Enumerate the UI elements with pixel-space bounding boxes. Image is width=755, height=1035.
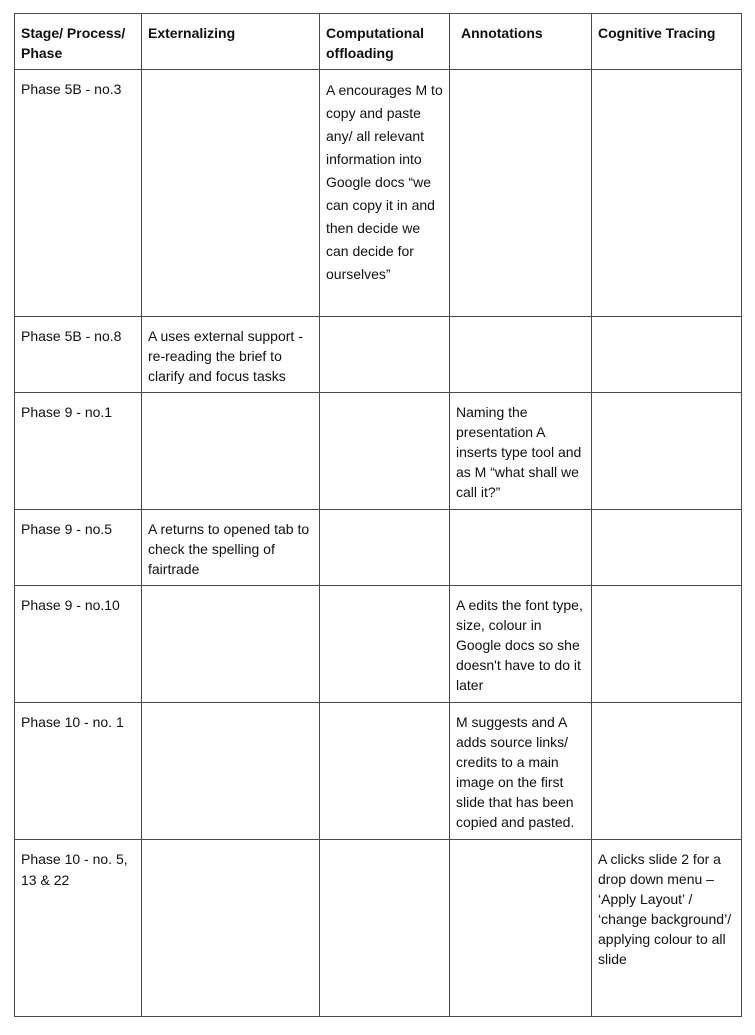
- externalizing-cell: A uses external support - re-reading the brief to clarify and focus tasks: [142, 317, 320, 393]
- externalizing-cell: [142, 703, 320, 840]
- table-row: [15, 393, 742, 510]
- annotations-cell: [450, 317, 592, 393]
- header-cognitive-tracing: Cognitive Tracing: [592, 14, 742, 70]
- computational-cell: [320, 703, 450, 840]
- cognitive-cell: [592, 317, 742, 393]
- cognitive-cell: [592, 510, 742, 586]
- stage-cell: Phase 5B - no.3: [15, 70, 142, 317]
- cognitive-cell: A clicks slide 2 for a drop down menu – ‘Apply Layout’ / ‘change background’/ applying colour to all slide: [592, 840, 742, 1017]
- table-row: [15, 586, 742, 703]
- stage-cell: Phase 9 - no.10: [15, 586, 142, 703]
- stage-cell: Phase 9 - no.1: [15, 393, 142, 510]
- computational-cell: [320, 317, 450, 393]
- computational-cell: [320, 510, 450, 586]
- annotations-cell: Naming the presentation A inserts type tool and as M “what shall we call it?”: [450, 393, 592, 510]
- header-row: [15, 14, 742, 70]
- header-annotations: Annotations: [450, 14, 592, 70]
- table-row: [15, 510, 742, 586]
- annotations-cell: [450, 510, 592, 586]
- cognitive-cell: [592, 703, 742, 840]
- computational-cell: [320, 586, 450, 703]
- coding-table: [14, 13, 742, 1017]
- table-row: [15, 840, 742, 1017]
- cognitive-cell: [592, 393, 742, 510]
- computational-cell: [320, 840, 450, 1017]
- stage-cell: Phase 5B - no.8: [15, 317, 142, 393]
- stage-cell: Phase 10 - no. 1: [15, 703, 142, 840]
- computational-cell: [320, 393, 450, 510]
- table-row: [15, 703, 742, 840]
- annotations-cell: [450, 70, 592, 317]
- externalizing-cell: [142, 70, 320, 317]
- table-row: [15, 70, 742, 317]
- computational-cell: A encourages M to copy and paste any/ all relevant information into Google docs “we can copy it in and then decide we can decide for ourselves”: [320, 70, 450, 317]
- externalizing-cell: A returns to opened tab to check the spelling of fairtrade: [142, 510, 320, 586]
- header-stage: Stage/ Process/ Phase: [15, 14, 142, 70]
- stage-cell: Phase 10 - no. 5, 13 & 22: [15, 840, 142, 1017]
- table-row: [15, 317, 742, 393]
- header-externalizing: Externalizing: [142, 14, 320, 70]
- externalizing-cell: [142, 393, 320, 510]
- externalizing-cell: [142, 840, 320, 1017]
- stage-cell: Phase 9 - no.5: [15, 510, 142, 586]
- annotations-cell: [450, 840, 592, 1017]
- externalizing-cell: [142, 586, 320, 703]
- cognitive-cell: [592, 586, 742, 703]
- annotations-cell: M suggests and A adds source links/ credits to a main image on the first slide that has been copied and pasted.: [450, 703, 592, 840]
- annotations-cell: A edits the font type, size, colour in Google docs so she doesn't have to do it later: [450, 586, 592, 703]
- header-computational-offloading: Computational offloading: [320, 14, 450, 70]
- cognitive-cell: [592, 70, 742, 317]
